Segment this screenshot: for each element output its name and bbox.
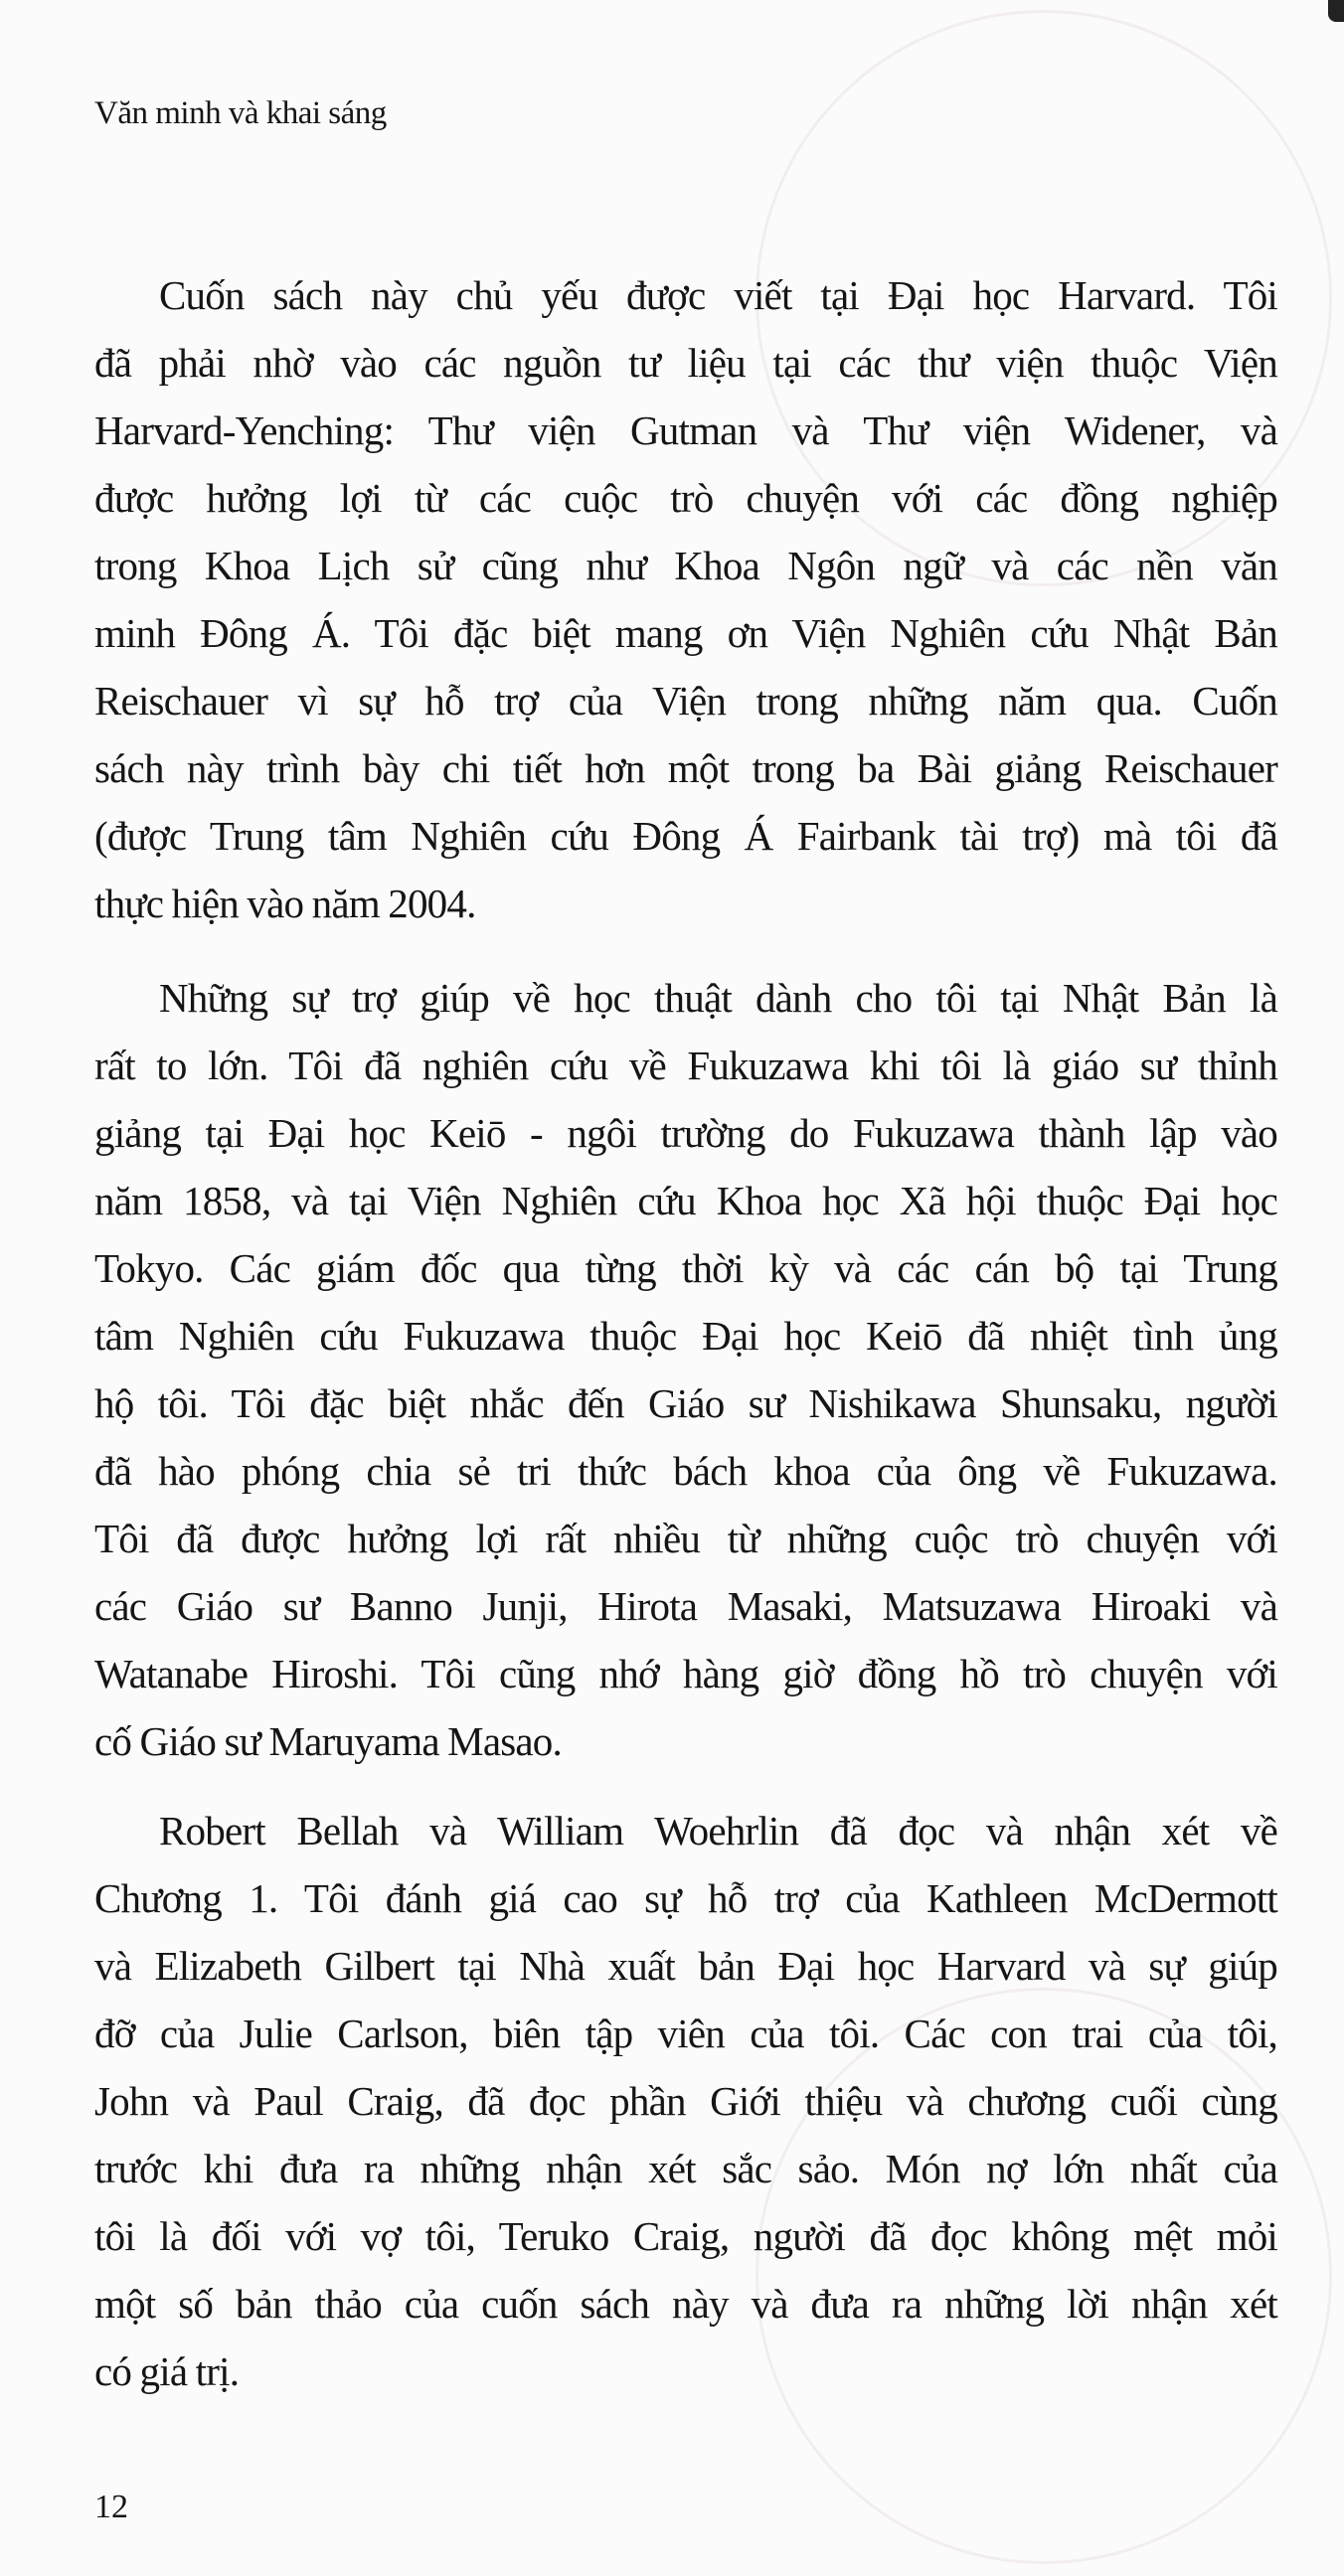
paragraph-3	[94, 1797, 1277, 2405]
text-line: Robert Bellah và William Woehrlin đã đọc và nhận xét về	[159, 1808, 1277, 1853]
paragraph-2	[94, 964, 1277, 1775]
text-line: tâm Nghiên cứu Fukuzawa thuộc Đại học Keiō đã nhiệt tình ủng	[94, 1313, 1277, 1359]
text-line: minh Đông Á. Tôi đặc biệt mang ơn Viện Nghiên cứu Nhật Bản	[94, 610, 1277, 656]
text-line: trước khi đưa ra những nhận xét sắc sảo. Món nợ lớn nhất của	[94, 2146, 1277, 2191]
running-head: Văn minh và khai sáng	[94, 95, 387, 131]
text-line: cố Giáo sư Maruyama Masao.	[94, 1718, 562, 1764]
text-line: Watanabe Hiroshi. Tôi cũng nhớ hàng giờ đồng hồ trò chuyện với	[94, 1651, 1277, 1696]
text-line: rất to lớn. Tôi đã nghiên cứu về Fukuzawa khi tôi là giáo sư thỉnh	[94, 1043, 1277, 1088]
text-line: Tokyo. Các giám đốc qua từng thời kỳ và các cán bộ tại Trung	[94, 1245, 1277, 1291]
text-line: được hưởng lợi từ các cuộc trò chuyện với các đồng nghiệp	[94, 475, 1277, 521]
text-line: các Giáo sư Banno Junji, Hirota Masaki, Matsuzawa Hiroaki và	[94, 1583, 1277, 1629]
page-number: 12	[94, 2489, 128, 2525]
text-line: một số bản thảo của cuốn sách này và đưa ra những lời nhận xét	[94, 2281, 1277, 2327]
text-line: Những sự trợ giúp về học thuật dành cho tôi tại Nhật Bản là	[159, 975, 1277, 1021]
text-line: Cuốn sách này chủ yếu được viết tại Đại học Harvard. Tôi	[159, 272, 1277, 318]
text-line: Reischauer vì sự hỗ trợ của Viện trong những năm qua. Cuốn	[94, 678, 1277, 724]
text-line: tôi là đối với vợ tôi, Teruko Craig, người đã đọc không mệt mỏi	[94, 2213, 1277, 2259]
text-line: đỡ của Julie Carlson, biên tập viên của tôi. Các con trai của tôi,	[94, 2011, 1277, 2056]
text-line: năm 1858, và tại Viện Nghiên cứu Khoa học Xã hội thuộc Đại học	[94, 1178, 1277, 1223]
text-line: đã phải nhờ vào các nguồn tư liệu tại các thư viện thuộc Viện	[94, 340, 1277, 386]
text-line: đã hào phóng chia sẻ tri thức bách khoa của ông về Fukuzawa.	[94, 1448, 1277, 1494]
text-line: John và Paul Craig, đã đọc phần Giới thiệu và chương cuối cùng	[94, 2078, 1277, 2124]
text-line: có giá trị.	[94, 2348, 240, 2394]
text-line: hộ tôi. Tôi đặc biệt nhắc đến Giáo sư Nishikawa Shunsaku, người	[94, 1380, 1277, 1426]
text-line: sách này trình bày chi tiết hơn một trong ba Bài giảng Reischauer	[94, 745, 1277, 791]
text-line: và Elizabeth Gilbert tại Nhà xuất bản Đại học Harvard và sự giúp	[94, 1943, 1277, 1989]
page-corner-shadow	[1328, 0, 1344, 22]
text-line: Chương 1. Tôi đánh giá cao sự hỗ trợ của Kathleen McDermott	[94, 1875, 1277, 1921]
text-line: Tôi đã được hưởng lợi rất nhiều từ những cuộc trò chuyện với	[94, 1516, 1277, 1561]
text-line: trong Khoa Lịch sử cũng như Khoa Ngôn ngữ và các nền văn	[94, 543, 1277, 588]
text-line: (được Trung tâm Nghiên cứu Đông Á Fairbank tài trợ) mà tôi đã	[94, 813, 1277, 859]
text-line: giảng tại Đại học Keiō - ngôi trường do Fukuzawa thành lập vào	[94, 1110, 1277, 1156]
text-line: Harvard-Yenching: Thư viện Gutman và Thư viện Widener, và	[94, 407, 1277, 453]
text-line: thực hiện vào năm 2004.	[94, 881, 476, 926]
paragraph-1	[94, 261, 1277, 937]
